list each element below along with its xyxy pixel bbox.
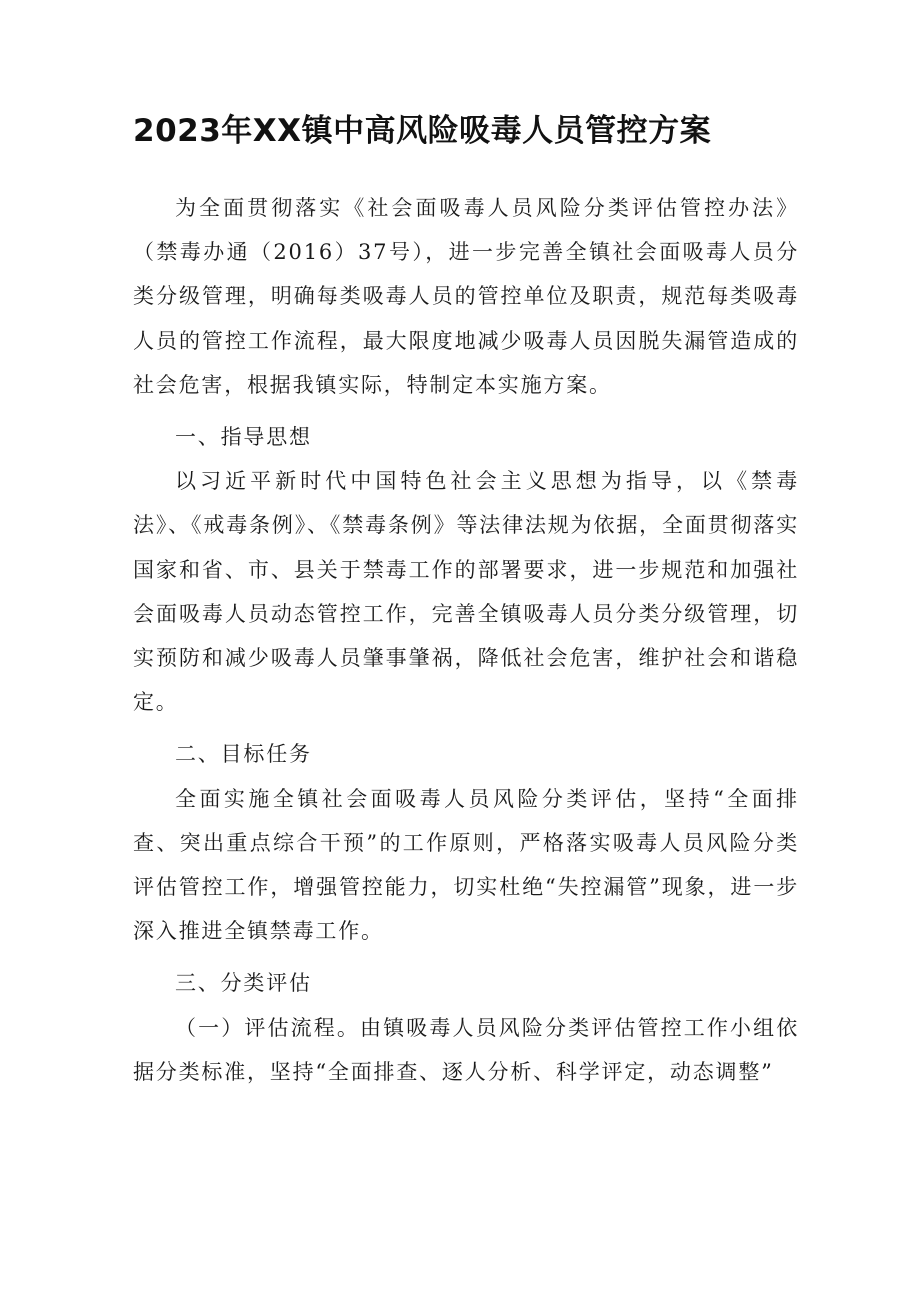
section-heading-guiding-ideology: 一、指导思想 [175, 425, 312, 450]
intro-paragraph: 为全面贯彻落实《社会面吸毒人员风险分类评估管控办法》（禁毒办通（2016）37号），进一步完善全镇社会面吸毒人员分类分级管理，明确每类吸毒人员的管控单位及职责，规范每类吸毒人员的管控工作流程，最大限度地减少吸毒人员因脱失漏管造成的社会危害，根据我镇实际，特制定本实施方案。 [133, 196, 799, 397]
section-paragraph-guiding-ideology: 以习近平新时代中国特色社会主义思想为指导，以《禁毒法》、《戒毒条例》、《禁毒条例》等法律法规为依据，全面贯彻落实国家和省、市、县关于禁毒工作的部署要求，进一步规范和加强社会面吸毒人员动态管控工作，完善全镇吸毒人员分类分级管理，切实预防和减少吸毒人员肇事肇祸，降低社会危害，维护社会和谐稳定。 [133, 469, 799, 715]
section-paragraph-classification: （一）评估流程。由镇吸毒人员风险分类评估管控工作小组依据分类标准，坚持“全面排查、逐人分析、科学评定，动态调整” [133, 1015, 799, 1084]
section-heading-classification: 三、分类评估 [175, 971, 312, 996]
document-title: 2023年XX镇中高风险吸毒人员管控方案 [133, 113, 712, 149]
section-heading-objectives: 二、目标任务 [175, 742, 312, 767]
section-paragraph-objectives: 全面实施全镇社会面吸毒人员风险分类评估，坚持“全面排查、突出重点综合干预”的工作原则，严格落实吸毒人员风险分类评估管控工作，增强管控能力，切实杜绝“失控漏管”现象，进一步深入推进全镇禁毒工作。 [133, 786, 799, 944]
document-body [133, 186, 799, 1094]
